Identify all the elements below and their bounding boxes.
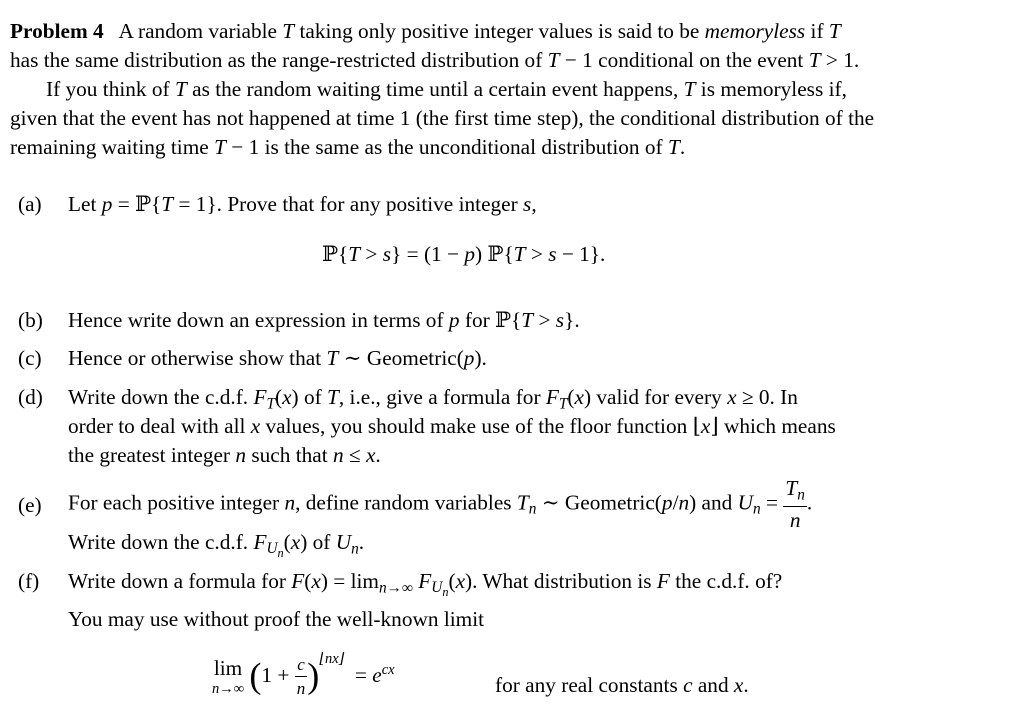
part-a-text: Let p = ℙ{T = 1}. Prove that for any positive integer s, bbox=[68, 192, 537, 216]
part-d-line-2: order to deal with all x values, you should make use of the floor function ⌊x⌋ which means bbox=[68, 414, 836, 438]
problem-line-3: If you think of T as the random waiting time until a certain event happens, T is memoryless if, bbox=[46, 77, 847, 101]
tn-over-n-fraction: $\frac{T_n}{n}$ bbox=[785, 476, 805, 532]
limit-equation: lim n→∞ (1 + $\frac{c}{n}$ )$^{⌊nx⌋} = e^{cx}$ bbox=[212, 651, 395, 699]
part-f-line-2: You may use without proof the well-known limit bbox=[68, 607, 485, 631]
problem-heading: Problem 4 bbox=[10, 19, 104, 43]
part-b-text: Hence write down an expression in terms of p for ℙ{T > s}. bbox=[68, 308, 580, 332]
limit-operator: lim n→∞ bbox=[212, 655, 245, 697]
part-d-label: (d) bbox=[18, 385, 43, 409]
problem-line-1: Problem 4 A random variable T taking only positive integer values is said to be memoryless if T bbox=[10, 19, 841, 43]
problem-line-5: remaining waiting time T − 1 is the same as the unconditional distribution of T. bbox=[10, 135, 686, 159]
part-c-label: (c) bbox=[18, 346, 42, 370]
c-over-n-fraction: $\frac{c}{n}$ bbox=[296, 655, 306, 699]
part-f-label: (f) bbox=[18, 569, 40, 593]
part-f-line-1: Write down a formula for $F(x) = \lim_{n\to\infty} F_{U_n}(x)$. What distribution is F the c.d.f. of? bbox=[68, 569, 783, 600]
part-a-equation: ℙ{T > s} = (1 − p) ℙ{T > s − 1}. bbox=[322, 242, 606, 266]
part-b-label: (b) bbox=[18, 308, 43, 332]
part-a-label: (a) bbox=[18, 192, 42, 216]
part-f-line-3: for any real constants c and x. bbox=[495, 673, 749, 697]
part-e-label: (e) bbox=[18, 493, 42, 517]
problem-line-2: has the same distribution as the range-restricted distribution of T − 1 conditional on the event T > 1. bbox=[10, 48, 860, 72]
part-e-line-1: For each positive integer n, define random variables $T_n$ ∼ Geometric(p/n) and $U_n$ = $\frac{T_n}{n}$ . bbox=[68, 476, 813, 532]
part-e-line-2: Write down the c.d.f. $F_{U_n}(x)$ of $U_n$. bbox=[68, 530, 365, 561]
memoryless-term: memoryless bbox=[704, 19, 806, 43]
part-d-line-1: Write down the c.d.f. $F_T(x)$ of T, i.e., give a formula for $F_T(x)$ valid for every x ≥ 0. In bbox=[68, 385, 798, 413]
problem-line-4: given that the event has not happened at time 1 (the first time step), the conditional distribution of the bbox=[10, 106, 875, 130]
part-d-line-3: the greatest integer n such that n ≤ x. bbox=[68, 443, 381, 467]
part-c-text: Hence or otherwise show that T ∼ Geometric(p). bbox=[68, 346, 487, 370]
